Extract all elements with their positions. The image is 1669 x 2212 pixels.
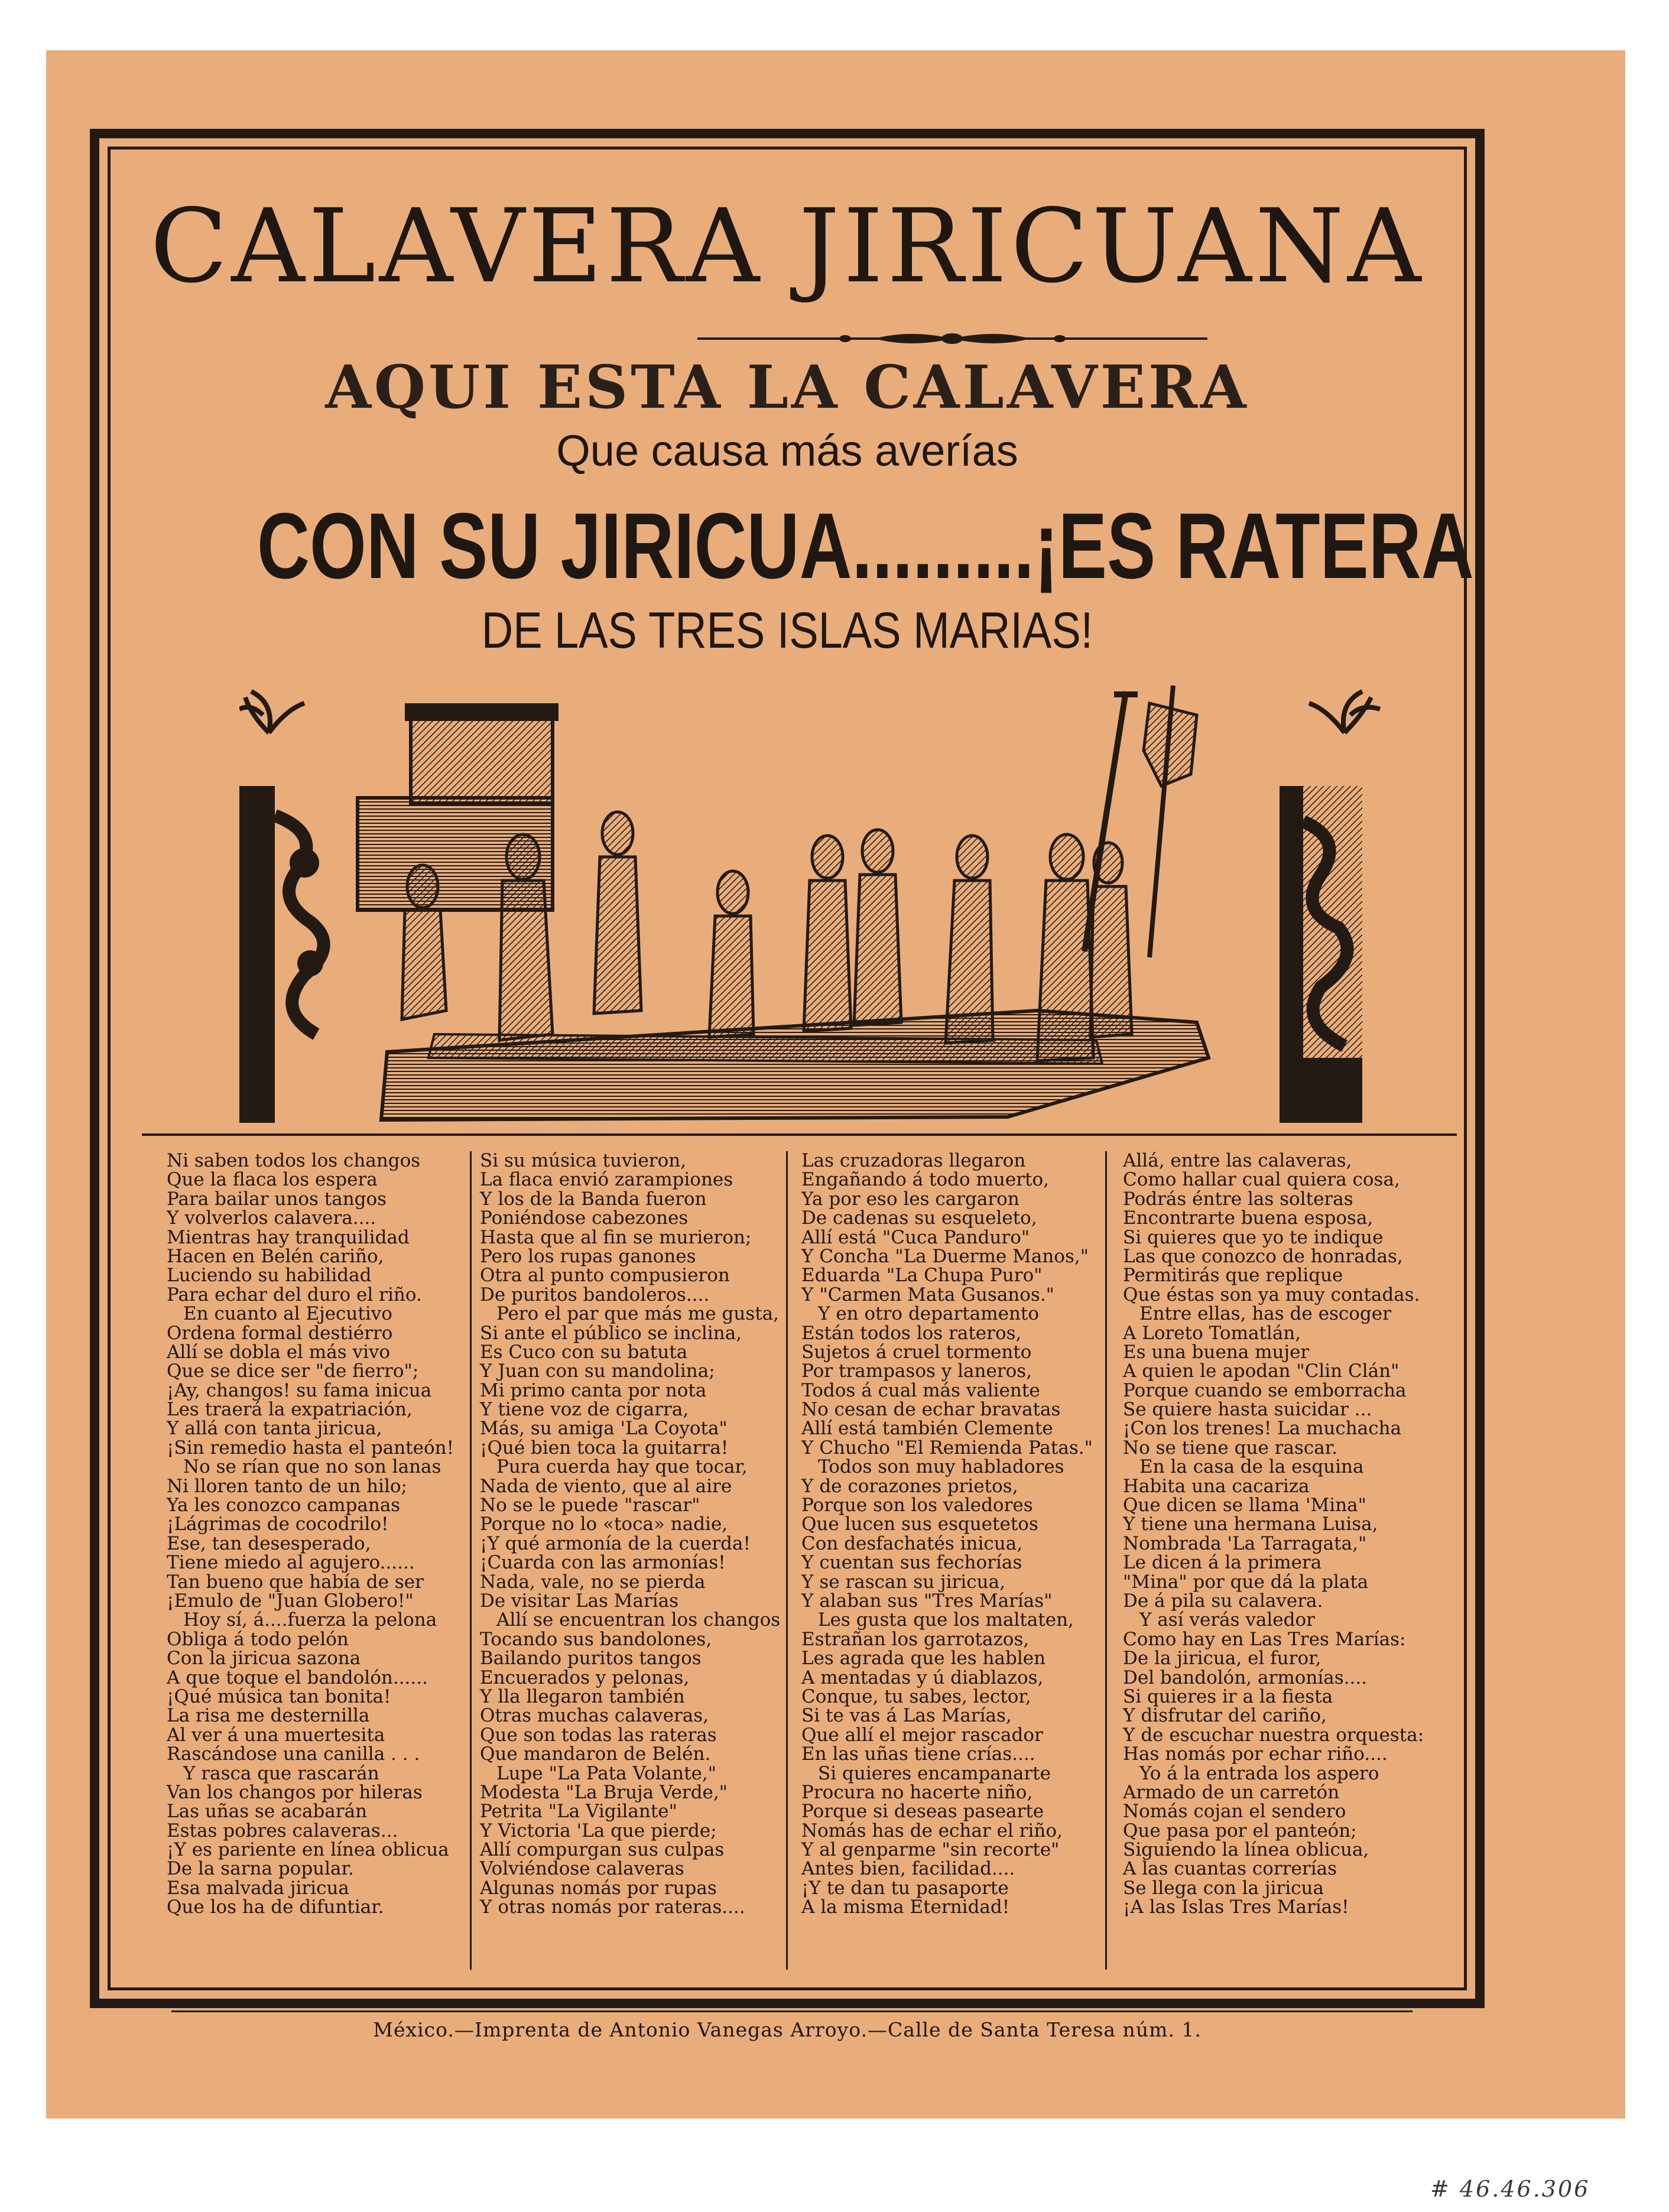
verse-line: Petrita "La Vigilante" [480, 1801, 677, 1823]
subtitle-averias: Que causa más averías [556, 426, 1018, 475]
verse-line: Ya les conozco campanas [167, 1495, 401, 1516]
verse-line: Y Victoria 'La que pierde; [480, 1820, 717, 1841]
verse-line: Si quieres ir a la fiesta [1123, 1685, 1333, 1707]
verse-line: Volviéndose calaveras [480, 1858, 684, 1880]
verse-line: Si te vas á Las Marías, [801, 1705, 1012, 1727]
verse-line: Entre ellas, has de escoger [1139, 1303, 1391, 1325]
verse-line: A que toque el bandolón...... [167, 1667, 428, 1688]
subtitle-islas-marias: DE LAS TRES ISLAS MARIAS! [481, 602, 1093, 659]
verse-line: Que la flaca los espera [167, 1169, 378, 1191]
verse-line: Para bailar unos tangos [167, 1188, 387, 1210]
column-divider [786, 1151, 788, 1970]
subtitle-calavera: AQUI ESTA LA CALAVERA [325, 352, 1249, 422]
verse-line: ¡Y qué armonía de la cuerda! [480, 1532, 751, 1554]
verse-line: Pero el par que más me gusta, [496, 1303, 780, 1325]
verse-line: Todos á cual más valiente [801, 1379, 1040, 1401]
verse-line: Si quieres que yo te indique [1123, 1226, 1384, 1248]
verse-line: Que pasa por el panteón; [1123, 1820, 1357, 1841]
verse-line: Y Concha "La Duerme Manos," [801, 1245, 1089, 1267]
verse-line: De la jiricua, el furor, [1123, 1648, 1321, 1669]
verse-line: Las uñas se acabarán [167, 1801, 368, 1823]
verse-line: Se quiere hasta suicidar ... [1123, 1399, 1372, 1421]
verse-line: Es Cuco con su batuta [480, 1341, 688, 1363]
verse-line: Les traerá la expatriación, [167, 1399, 413, 1421]
verse-line: Que mandaron de Belén. [480, 1743, 711, 1765]
verse-line: Engañando á todo muerto, [801, 1169, 1050, 1191]
verse-line: "Mina" por que dá la plata [1123, 1571, 1369, 1593]
verse-line: Más, su amiga 'La Coyota" [480, 1418, 728, 1440]
verse-line: Les gusta que los maltaten, [818, 1609, 1074, 1631]
verse-line: Conque, tu sabes, lector, [801, 1685, 1031, 1707]
headline-ratera: CON SU JIRICUA.........¡ES RATERA [257, 494, 1474, 598]
ornamental-rule [697, 327, 1207, 350]
verse-line: Allí está también Clemente [801, 1418, 1053, 1440]
column-divider [470, 1151, 472, 1970]
verse-line: ¡Emulo de "Juan Globero!" [167, 1590, 414, 1612]
section-divider [142, 1133, 1457, 1136]
verse-line: Porque son los valedores [801, 1495, 1033, 1516]
verse-line: Como hay en Las Tres Marías: [1123, 1628, 1406, 1650]
verse-line: Que son todas las rateras [480, 1724, 717, 1746]
verse-line: A Loreto Tomatlán, [1123, 1322, 1301, 1344]
verse-line: Porque no lo «toca» nadie, [480, 1513, 728, 1535]
verse-line: Están todos los rateros, [801, 1322, 1022, 1344]
verse-line: Si ante el público se inclina, [480, 1322, 742, 1344]
verse-line: ¡A las Islas Tres Marías! [1123, 1896, 1349, 1918]
verse-column-1 [167, 1151, 462, 1970]
verse-line: Encuerados y pelonas, [480, 1667, 690, 1688]
verse-line: De puritos bandoleros.... [480, 1284, 710, 1305]
verse-line: Mientras hay tranquilidad [167, 1226, 410, 1248]
verse-line: Y volverlos calavera.... [167, 1207, 376, 1229]
verse-line: Hasta que al fin se murieron; [480, 1226, 752, 1248]
verse-line: Ese, tan desesperado, [167, 1532, 371, 1554]
verse-line: Para echar del duro el riño. [167, 1284, 422, 1305]
verse-line: Allí compurgan sus culpas [480, 1839, 725, 1861]
verse-line: Es una buena mujer [1123, 1341, 1310, 1363]
verse-line: Como hallar cual quiera cosa, [1123, 1169, 1400, 1191]
verse-line: Sujetos á cruel tormento [801, 1341, 1032, 1363]
verse-line: Que allí el mejor rascador [801, 1724, 1043, 1746]
verse-line: Pero los rupas ganones [480, 1245, 696, 1267]
verse-line: Les agrada que les hablen [801, 1648, 1046, 1669]
verse-column-4 [1123, 1151, 1430, 1970]
verse-line: Si quieres encampanarte [818, 1762, 1051, 1784]
verse-line: Habita una cacariza [1123, 1475, 1310, 1497]
verse-line: Y de corazones prietos, [801, 1475, 1018, 1497]
verse-line: En cuanto al Ejecutivo [183, 1303, 392, 1325]
verse-line: Porque cuando se emborracha [1123, 1379, 1407, 1401]
verse-line: Otra al punto compusieron [480, 1265, 730, 1287]
verse-line: Allí se dobla el más vivo [167, 1341, 391, 1363]
verse-line: Que éstas son ya muy contadas. [1123, 1284, 1420, 1305]
verse-line: La risa me desternilla [167, 1705, 370, 1727]
accession-number: # 46.46.306 [1430, 2176, 1590, 2202]
verse-line: Si su música tuvieron, [480, 1150, 687, 1171]
verse-column-3 [801, 1151, 1103, 1970]
printer-imprint: México.—Imprenta de Antonio Vanegas Arroyo.—Calle de Santa Teresa núm. 1. [373, 2018, 1202, 2041]
verse-line: Permitirás que replique [1123, 1265, 1343, 1287]
verse-line: ¡Lágrimas de cocodrilo! [167, 1513, 389, 1535]
broadside-title: CALAVERA JIRICUANA [150, 187, 1425, 306]
verse-line: Van los changos por hileras [167, 1781, 423, 1803]
verse-line: En las uñas tiene crías.... [801, 1743, 1035, 1765]
verse-line: Estas pobres calaveras... [167, 1820, 398, 1841]
verse-line: ¡Y te dan tu pasaporte [801, 1877, 1009, 1899]
verse-line: Obliga á todo pelón [167, 1628, 349, 1650]
verse-line: Al ver á una muertesita [167, 1724, 385, 1746]
verse-line: La flaca envió zarampiones [480, 1169, 733, 1191]
verse-line: Modesta "La Bruja Verde," [480, 1781, 728, 1803]
verse-line: Y otras nomás por rateras.... [480, 1896, 745, 1918]
verse-line: En la casa de la esquina [1139, 1456, 1364, 1478]
verse-line: Y en otro departamento [818, 1303, 1040, 1325]
column-divider [1105, 1151, 1107, 1970]
verse-line: No se tiene que rascar. [1123, 1437, 1337, 1459]
verse-line: Allí está "Cuca Panduro" [801, 1226, 1030, 1248]
verse-line: A mentadas y ú diablazos, [801, 1667, 1044, 1688]
verse-line: Nada de viento, que al aire [480, 1475, 732, 1497]
verse-line: ¡Qué música tan bonita! [167, 1685, 391, 1707]
verse-line: Nombrada 'La Tarragata," [1123, 1532, 1367, 1554]
verse-line: Ya por eso les cargaron [801, 1188, 1019, 1210]
verse-line: Allá, entre las calaveras, [1123, 1150, 1352, 1171]
verse-line: Encontrarte buena esposa, [1123, 1207, 1373, 1229]
verse-line: Todos son muy habladores [818, 1456, 1064, 1478]
verse-line: Y tiene voz de cigarra, [480, 1399, 689, 1421]
skeleton-procession-woodcut-icon [239, 680, 1383, 1135]
verse-line: Poniéndose cabezones [480, 1207, 689, 1229]
verse-line: A la misma Eternidad! [801, 1896, 1010, 1918]
verse-line: Siguiendo la línea oblicua, [1123, 1839, 1369, 1861]
verse-line: Y los de la Banda fueron [480, 1188, 707, 1210]
verse-line: Tiene miedo al agujero...... [167, 1552, 415, 1574]
verse-line: Por trampasos y laneros, [801, 1360, 1032, 1382]
verse-line: Podrás éntre las solteras [1123, 1188, 1353, 1210]
verse-line: Las que conozco de honradas, [1123, 1245, 1403, 1267]
verse-line: Con la jiricua sazona [167, 1648, 361, 1669]
verse-line: Y se rascan su jiricua, [801, 1571, 1005, 1593]
verse-line: No se rían que no son lanas [183, 1456, 441, 1478]
verse-line: Hoy sí, á....fuerza la pelona [183, 1609, 437, 1631]
verse-line: Tan bueno que había de ser [167, 1571, 424, 1593]
verse-line: Y de escuchar nuestra orquesta: [1123, 1724, 1424, 1746]
verse-line: De la sarna popular. [167, 1858, 354, 1880]
verse-line: Del bandolón, armonías.... [1123, 1667, 1368, 1688]
verse-line: No cesan de echar bravatas [801, 1399, 1061, 1421]
verse-line: Nada, vale, no se pierda [480, 1571, 706, 1593]
verse-line: Bailando puritos tangos [480, 1648, 702, 1669]
verse-line: Armado de un carretón [1123, 1781, 1340, 1803]
verse-line: Y disfrutar del cariño, [1123, 1705, 1327, 1727]
verse-line: Y Juan con su mandolina; [480, 1360, 715, 1382]
verse-line: Ordena formal destiérro [167, 1322, 393, 1344]
verse-line: ¡Cuarda con las armonías! [480, 1552, 726, 1574]
verse-line: Y al genparme "sin recorte" [801, 1839, 1060, 1861]
verse-line: De visitar Las Marías [480, 1590, 679, 1612]
verse-line: ¡Y es pariente en línea oblicua [167, 1839, 449, 1861]
verse-line: Procura no hacerte niño, [801, 1781, 1033, 1803]
verse-line: Y lla llegaron también [480, 1685, 685, 1707]
verse-line: Y cuentan sus fechorías [801, 1552, 1022, 1574]
verse-line: Y rasca que rascarán [183, 1762, 379, 1784]
verse-line: Y tiene una hermana Luisa, [1123, 1513, 1378, 1535]
verse-line: Hacen en Belén cariño, [167, 1245, 384, 1267]
verse-line: Nomás cojan el sendero [1123, 1801, 1346, 1823]
verse-line: Las cruzadoras llegaron [801, 1150, 1026, 1171]
verse-line: Esa malvada jiricua [167, 1877, 349, 1899]
verse-line: Que dicen se llama 'Mina" [1123, 1495, 1366, 1516]
verse-line: Tocando sus bandolones, [480, 1628, 712, 1650]
verse-line: Que se dice ser "de fierro"; [167, 1360, 419, 1382]
verse-line: No se le puede "rascar" [480, 1495, 700, 1516]
verse-line: Y allá con tanta jiricua, [167, 1418, 382, 1440]
verse-line: A quien le apodan "Clin Clán" [1123, 1360, 1400, 1382]
verse-line: Lupe "La Pata Volante," [496, 1762, 716, 1784]
verse-line: Porque si deseas pasearte [801, 1801, 1044, 1823]
verse-line: De á pila su calavera. [1123, 1590, 1323, 1612]
verse-line: Ni saben todos los changos [167, 1150, 421, 1171]
verse-line: ¡Con los trenes! La muchacha [1123, 1418, 1402, 1440]
verse-line: Has nomás por echar riño.... [1123, 1743, 1388, 1765]
verse-line: Yo á la entrada los aspero [1139, 1762, 1379, 1784]
verse-line: Con desfachatés inicua, [801, 1532, 1023, 1554]
verse-line: Rascándose una canilla . . . [167, 1743, 420, 1765]
verse-line: Y Chucho "El Remienda Patas." [801, 1437, 1093, 1459]
left-ornament-pillar-icon [239, 691, 324, 1123]
verse-line: Y alaban sus "Tres Marías" [801, 1590, 1053, 1612]
verse-line: Y así verás valedor [1139, 1609, 1315, 1631]
verse-line: Mi primo canta por nota [480, 1379, 707, 1401]
footer-divider [171, 2010, 1413, 2012]
verse-line: Otras muchas calaveras, [480, 1705, 709, 1727]
verse-line: Ni lloren tanto de un hilo; [167, 1475, 407, 1497]
verse-line: Que los ha de difuntiar. [167, 1896, 384, 1918]
verse-line: Algunas nomás por rupas [480, 1877, 717, 1899]
verse-line: Le dicen á la primera [1123, 1552, 1322, 1574]
verse-line: Se llega con la jiricua [1123, 1877, 1324, 1899]
verse-line: A las cuantas correrías [1123, 1858, 1337, 1880]
verse-line: Eduarda "La Chupa Puro" [801, 1265, 1043, 1287]
verse-line: Luciendo su habilidad [167, 1265, 372, 1287]
verse-line: Y "Carmen Mata Gusanos." [801, 1284, 1054, 1305]
verse-line: Allí se encuentran los changos [496, 1609, 781, 1631]
verse-line: De cadenas su esqueleto, [801, 1207, 1037, 1229]
verse-column-2 [480, 1151, 781, 1970]
verse-line: ¡Sin remedio hasta el panteón! [167, 1437, 454, 1459]
verse-line: ¡Ay, changos! su fama inicua [167, 1379, 432, 1401]
verse-line: Estrañan los garrotazos, [801, 1628, 1030, 1650]
verse-line: Pura cuerda hay que tocar, [496, 1456, 748, 1478]
verse-line: Antes bien, facilidad.... [801, 1858, 1015, 1880]
verse-line: Que lucen sus esquetetos [801, 1513, 1038, 1535]
verse-line: Nomás has de echar el riño, [801, 1820, 1063, 1841]
verse-line: ¡Qué bien toca la guitarra! [480, 1437, 729, 1459]
right-ornament-pillar-icon [1280, 691, 1380, 1123]
